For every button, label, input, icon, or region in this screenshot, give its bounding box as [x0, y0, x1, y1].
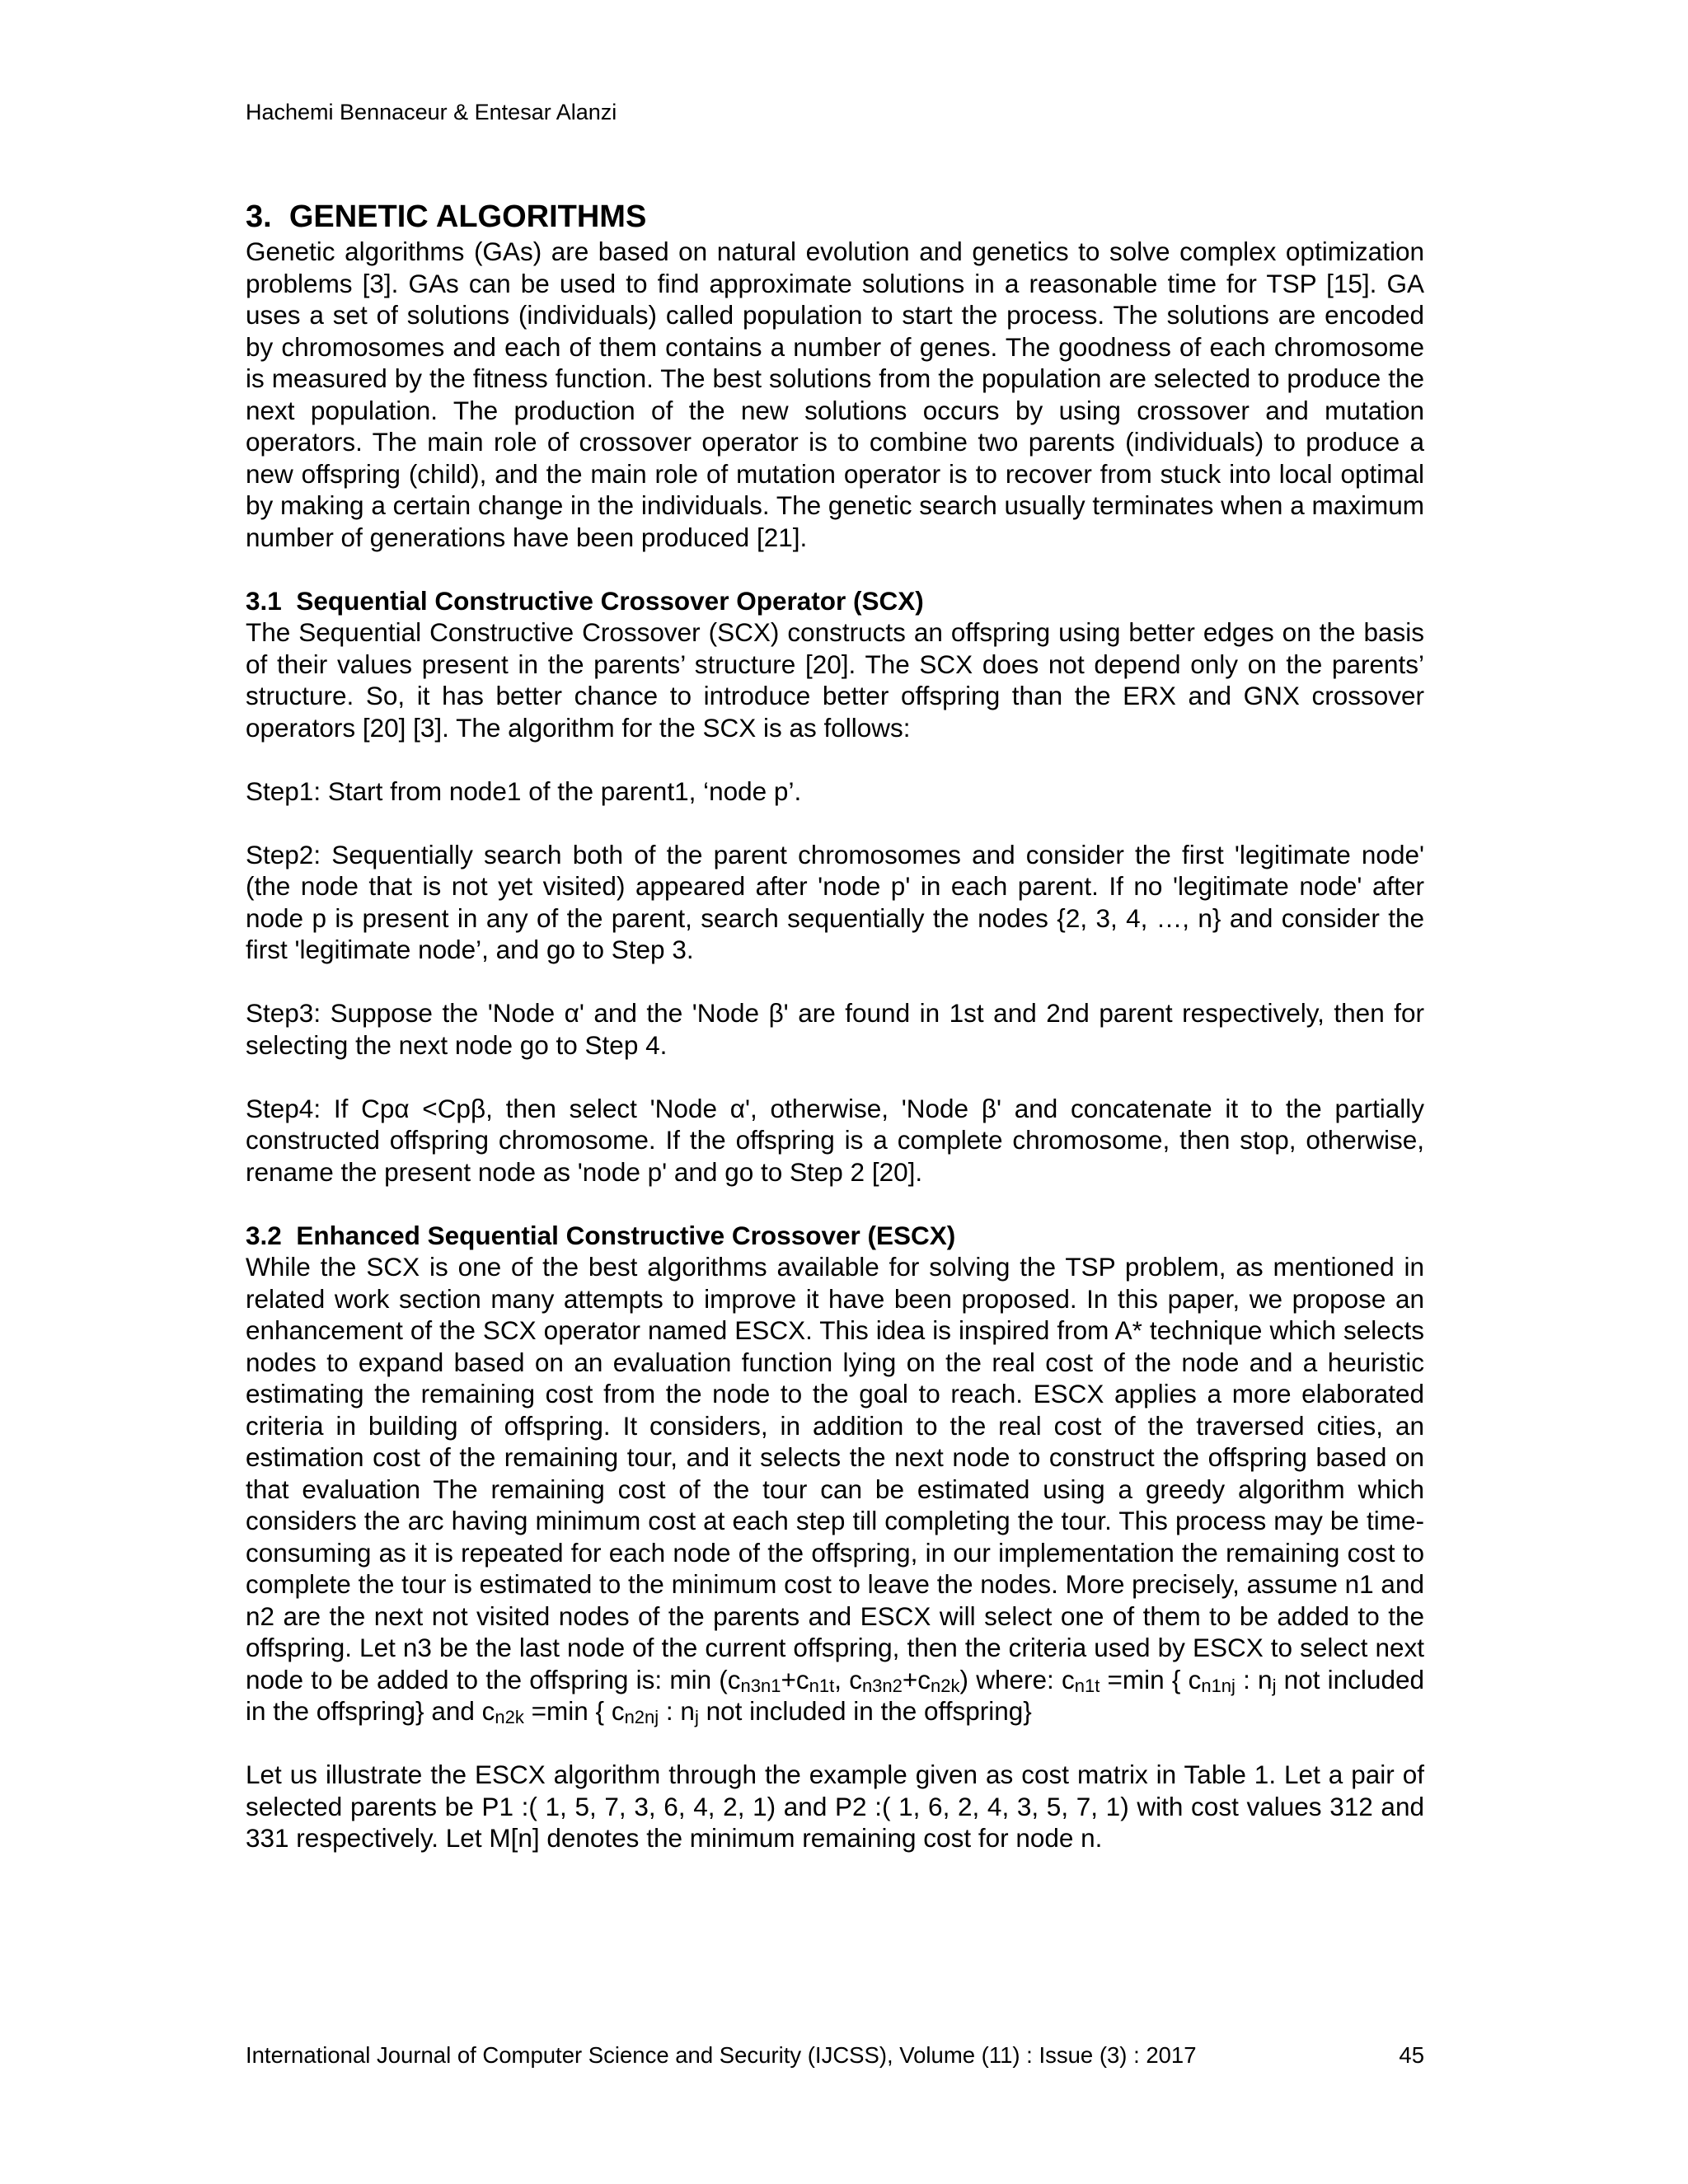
- scx-intro-paragraph: The Sequential Constructive Crossover (SCX) constructs an offspring using better edges on the basis of their values present in the parents’ structure [20]. The SCX does not depend only on the parents’ structure. So, it has better chance to introduce better offspring than the ERX and GNX crossover operators [20] [3]. The algorithm for the SCX is as follows:: [246, 617, 1424, 743]
- section-number: 3.: [246, 199, 272, 234]
- scx-step-2: Step2: Sequentially search both of the parent chromosomes and consider the first 'legitimate node' (the node that is not yet visited) appeared after 'node p' in each parent. If no 'legitimate node' after node p is present in any of the parent, search sequentially the nodes {2, 3, 4, …, n} and consider the first 'legitimate node’, and go to Step 3.: [246, 839, 1424, 964]
- article-body: [246, 198, 1424, 1854]
- subsection-number: 3.2: [246, 1220, 282, 1250]
- escx-example-paragraph: Let us illustrate the ESCX algorithm through the example given as cost matrix in Table 1. Let a pair of selected parents be P1 :( 1, 5, 7, 3, 6, 4, 2, 1) and P2 :( 1, 6, 2, 4, 3, 5, 7, 1) with cost values 312 and 331 respectively. Let M[n] denotes the minimum remaining cost for node n.: [246, 1760, 1424, 1853]
- subsection-heading-scx: [246, 585, 1424, 617]
- running-header: Hachemi Bennaceur & Entesar Alanzi: [246, 100, 617, 124]
- section-title: GENETIC ALGORITHMS: [288, 199, 647, 234]
- scx-step-3: Step3: Suppose the 'Node α' and the 'Node β' are found in 1st and 2nd parent respectively, then for selecting the next node go to Step 4.: [246, 998, 1424, 1060]
- subsection-title: Sequential Constructive Crossover Operator (SCX): [296, 585, 924, 616]
- subsection-title: Enhanced Sequential Constructive Crossover (ESCX): [296, 1220, 956, 1250]
- scx-step-1: Step1: Start from node1 of the parent1, ‘node p’.: [246, 776, 802, 806]
- subsection-heading-escx: [246, 1220, 1424, 1252]
- section-heading: [246, 198, 1424, 236]
- escx-paragraph: While the SCX is one of the best algorithms available for solving the TSP problem, as mentioned in related work section many attempts to improve it have been proposed. In this paper, we propose an enhancement of the SCX operator named ESCX. This idea is inspired from A* technique which selects nodes to expand based on an evaluation function lying on the real cost of the node and a heuristic estimating the remaining cost from the node to the goal to reach. ESCX applies a more elaborated criteria in building of offspring. It considers, in addition to the real cost of the traversed cities, an estimation cost of the remaining tour, and it selects the next node to construct the offspring based on that evaluation The remaining cost of the tour can be estimated using a greedy algorithm which considers the arc having minimum cost at each step till completing the tour. This process may be time-consuming as it is repeated for each node of the offspring, in our implementation the remaining cost to complete the tour is estimated to the minimum cost to leave the nodes. More precisely, assume n1 and n2 are the next not visited nodes of the parents and ESCX will select one of them to be added to the offspring. Let n3 be the last node of the current offspring, then the criteria used by ESCX to select next node to be added to the offspring is: $\min (c_{n3n1}+c_{n1t}$, $c_{n3n2}+c_{n2k}$) where: $c_{n1t} =\min$ { $c_{n1nj}$ : $n_j$ not included in the offspring} and $c_{n2k} =\min$ { $c_{n2nj}$ : $n_j$ not included in the offspring}: [246, 1252, 1425, 1727]
- page-number: 45: [1399, 2042, 1424, 2068]
- running-footer: [246, 2041, 1424, 2070]
- journal-citation: International Journal of Computer Science and Security (IJCSS), Volume (11) : Issue (3) : 2017: [246, 2042, 1197, 2068]
- subsection-number: 3.1: [246, 585, 282, 616]
- scx-step-4: Step4: If Cpα <Cpβ, then select 'Node α', otherwise, 'Node β' and concatenate it to the partially constructed offspring chromosome. If the offspring is a complete chromosome, then stop, otherwise, rename the present node as 'node p' and go to Step 2 [20].: [246, 1093, 1424, 1187]
- section-intro-paragraph: Genetic algorithms (GAs) are based on natural evolution and genetics to solve complex optimization problems [3]. GAs can be used to find approximate solutions in a reasonable time for TSP [15]. GA uses a set of solutions (individuals) called population to start the process. The solutions are encoded by chromosomes and each of them contains a number of genes. The goodness of each chromosome is measured by the fitness function. The best solutions from the population are selected to produce the next population. The production of the new solutions occurs by using crossover and mutation operators. The main role of crossover operator is to combine two parents (individuals) to produce a new offspring (child), and the main role of mutation operator is to recover from stuck into local optimal by making a certain change in the individuals. The genetic search usually terminates when a maximum number of generations have been produced [21].: [246, 237, 1424, 552]
